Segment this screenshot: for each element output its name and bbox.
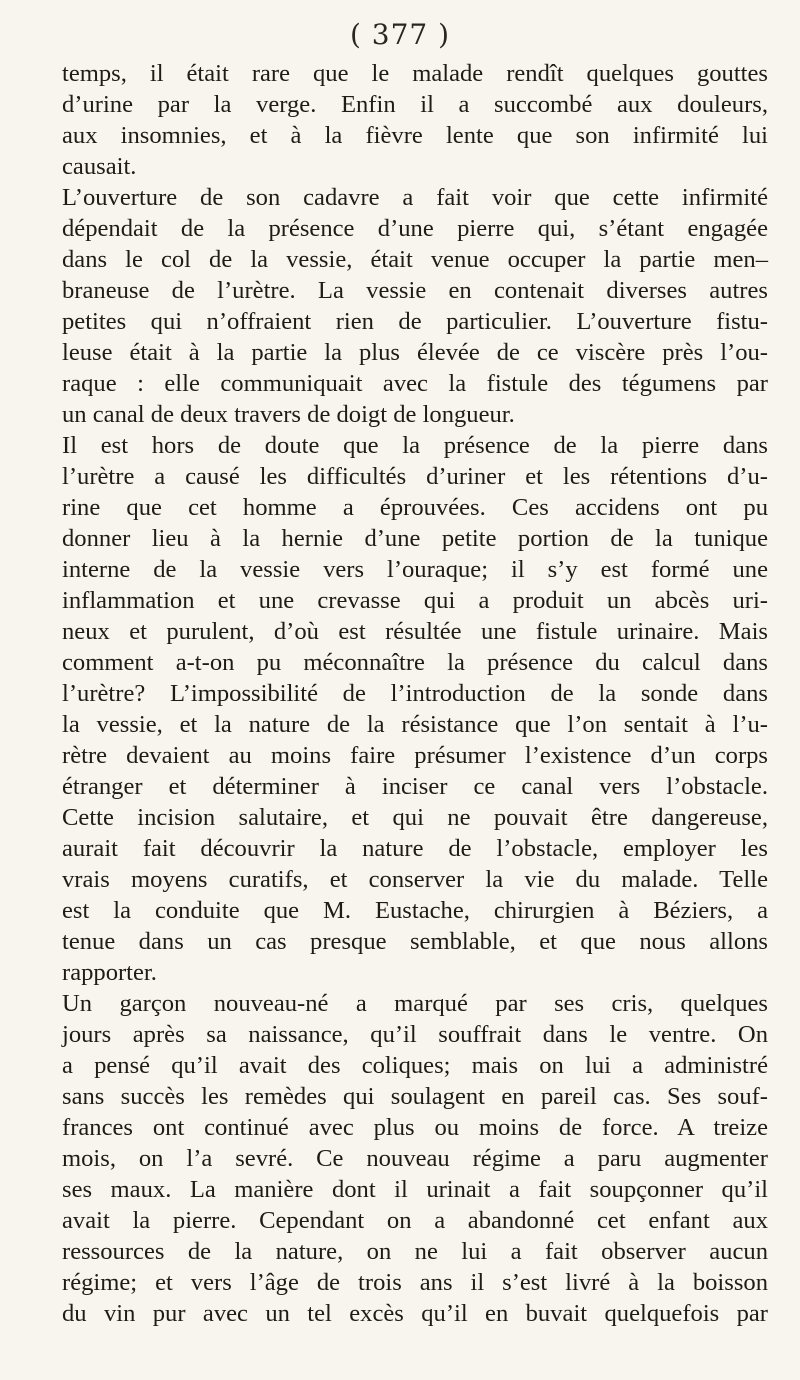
text-line: leuse était à la partie la plus élevée de ce viscère près l’ou-	[62, 339, 768, 366]
text-line: braneuse de l’urètre. La vessie en contenait diverses autres	[62, 277, 768, 304]
text-line: comment a-t-on pu méconnaître la présence du calcul dans	[62, 649, 768, 676]
text-line: a pensé qu’il avait des coliques; mais on lui a administré	[62, 1052, 768, 1079]
text-line: est la conduite que M. Eustache, chirurgien à Béziers, a	[62, 897, 768, 924]
text-line: aurait fait découvrir la nature de l’obstacle, employer les	[62, 835, 768, 862]
text-line: neux et purulent, d’où est résultée une fistule urinaire. Mais	[62, 618, 768, 645]
text-line: mois, on l’a sevré. Ce nouveau régime a paru augmenter	[62, 1145, 768, 1172]
text-line: l’urètre a causé les difficultés d’uriner et les rétentions d’u-	[62, 463, 768, 490]
text-line: avait la pierre. Cependant on a abandonné cet enfant aux	[62, 1207, 768, 1234]
text-line: régime; et vers l’âge de trois ans il s’est livré à la boisson	[62, 1269, 768, 1296]
text-line: Cette incision salutaire, et qui ne pouvait être dangereuse,	[62, 804, 768, 831]
page-number: ( 377 )	[349, 18, 451, 51]
body-text	[62, 58, 768, 1329]
text-line: raque : elle communiquait avec la fistule des tégumens par	[62, 370, 768, 397]
paragraph-3	[62, 430, 768, 988]
text-line: la vessie, et la nature de la résistance que l’on sentait à l’u-	[62, 711, 768, 738]
paragraph-1	[62, 58, 768, 182]
text-line: temps, il était rare que le malade rendît quelques gouttes	[62, 60, 768, 87]
text-line: frances ont continué avec plus ou moins de force. A treize	[62, 1114, 768, 1141]
text-line: un canal de deux travers de doigt de longueur.	[62, 401, 515, 428]
text-line: aux insomnies, et à la fièvre lente que son infirmité lui	[62, 122, 768, 149]
text-line: dans le col de la vessie, était venue occuper la partie men–	[62, 246, 768, 273]
text-line: d’urine par la verge. Enfin il a succombé aux douleurs,	[62, 91, 768, 118]
text-line: Un garçon nouveau-né a marqué par ses cris, quelques	[62, 990, 768, 1017]
text-line: petites qui n’offraient rien de particulier. L’ouverture fistu-	[62, 308, 768, 335]
text-line: L’ouverture de son cadavre a fait voir que cette infirmité	[62, 184, 768, 211]
text-line: rapporter.	[62, 959, 157, 986]
text-line: interne de la vessie vers l’ouraque; il s’y est formé une	[62, 556, 768, 583]
text-line: donner lieu à la hernie d’une petite portion de la tunique	[62, 525, 768, 552]
paragraph-2	[62, 182, 768, 430]
text-line: tenue dans un cas presque semblable, et que nous allons	[62, 928, 768, 955]
text-line: rine que cet homme a éprouvées. Ces accidens ont pu	[62, 494, 768, 521]
paragraph-4	[62, 988, 768, 1329]
text-line: dépendait de la présence d’une pierre qui, s’étant engagée	[62, 215, 768, 242]
text-line: causait.	[62, 153, 137, 180]
text-line: l’urètre? L’impossibilité de l’introduction de la sonde dans	[62, 680, 768, 707]
text-line: vrais moyens curatifs, et conserver la vie du malade. Telle	[62, 866, 768, 893]
text-line: inflammation et une crevasse qui a produit un abcès uri-	[62, 587, 768, 614]
text-line: ressources de la nature, on ne lui a fait observer aucun	[62, 1238, 768, 1265]
text-line: sans succès les remèdes qui soulagent en pareil cas. Ses souf-	[62, 1083, 768, 1110]
text-line: rètre devaient au moins faire présumer l’existence d’un corps	[62, 742, 768, 769]
text-line: jours après sa naissance, qu’il souffrait dans le ventre. On	[62, 1021, 768, 1048]
text-line: Il est hors de doute que la présence de la pierre dans	[62, 432, 768, 459]
text-line: ses maux. La manière dont il urinait a fait soupçonner qu’il	[62, 1176, 768, 1203]
text-line: du vin pur avec un tel excès qu’il en buvait quelquefois par	[62, 1300, 768, 1327]
text-line: étranger et déterminer à inciser ce canal vers l’obstacle.	[62, 773, 768, 800]
